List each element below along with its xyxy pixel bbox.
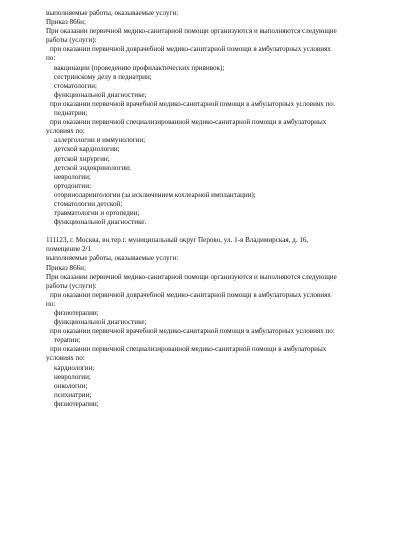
text-line: стоматологии детской; [54, 199, 123, 208]
text-line: детской хирургии; [54, 154, 110, 163]
text-line: функциональной диагностике; [54, 318, 147, 327]
text-line: 111123, г. Москва, вн.тер.г. муниципальный округ Перово, ул. 1-я Владимирская, д. 16, [46, 236, 309, 245]
text-line: выполняемые работы, оказываемые услуги: [46, 254, 179, 263]
text-line: работы (услуги): [46, 36, 97, 45]
text-line: детской кардиологии; [54, 145, 120, 154]
text-line: детской эндокринологии; [54, 163, 131, 172]
text-line: физиотерапии; [54, 399, 99, 408]
license-section-1 [46, 9, 384, 227]
text-line: аллергологии и иммунологии; [54, 136, 146, 145]
text-line: ортодонтии; [54, 181, 91, 190]
text-line: При оказании первичной медико-санитарной помощи организуются и выполняются следующие [46, 27, 337, 36]
text-line: вакцинации (проведению профилактических прививок); [54, 63, 225, 72]
text-line: неврологии; [54, 372, 91, 381]
text-line: Приказ 866н; [46, 263, 86, 272]
text-line: функциональной диагностике; [54, 90, 147, 99]
license-section-2 [46, 236, 384, 409]
text-line: при оказании первичной врачебной медико-санитарной помощи в амбулаторных условиях по: [50, 99, 335, 108]
text-line: по: [46, 54, 56, 63]
text-line: Приказ 866н; [46, 18, 86, 27]
text-line: помещение 2/1 [46, 245, 92, 254]
text-line: оториноларингологии (за исключением кохлеарной имплантации); [54, 190, 256, 199]
text-line: неврологии; [54, 172, 91, 181]
text-line: работы (услуги): [46, 281, 97, 290]
text-line: по: [46, 299, 56, 308]
text-line: выполняемые работы, оказываемые услуги: [46, 9, 179, 17]
text-line: травматологии и ортопедии; [54, 209, 140, 218]
text-line: терапии; [54, 336, 81, 345]
text-line: функциональной диагностике. [54, 218, 147, 227]
text-line: онкологии; [54, 381, 88, 390]
text-line: при оказании первичной специализированной медико-санитарной помощи в амбулаторных [50, 345, 327, 354]
text-line: при оказании первичной доврачебной медико-санитарной помощи в амбулаторных условиях [50, 290, 331, 299]
text-line: условиях по: [46, 127, 85, 136]
text-line: педиатрии; [54, 109, 88, 118]
text-line: при оказании первичной специализированной медико-санитарной помощи в амбулаторных [50, 118, 327, 127]
text-line: физиотерапии; [54, 309, 99, 317]
text-line: стоматологии; [54, 81, 97, 90]
text-line: условиях по: [46, 354, 85, 363]
text-line: при оказании первичной доврачебной медико-санитарной помощи в амбулаторных условиях [50, 45, 331, 54]
text-line: сестринскому делу в педиатрии; [54, 72, 152, 81]
text-line: кардиологии; [54, 363, 95, 372]
text-line: При оказании первичной медико-санитарной помощи организуются и выполняются следующие [46, 272, 337, 281]
text-line: психиатрии; [54, 390, 92, 399]
text-line: при оказании первичной врачебной медико-санитарной помощи в амбулаторных условиях по: [50, 327, 335, 336]
section-gap [46, 227, 384, 236]
